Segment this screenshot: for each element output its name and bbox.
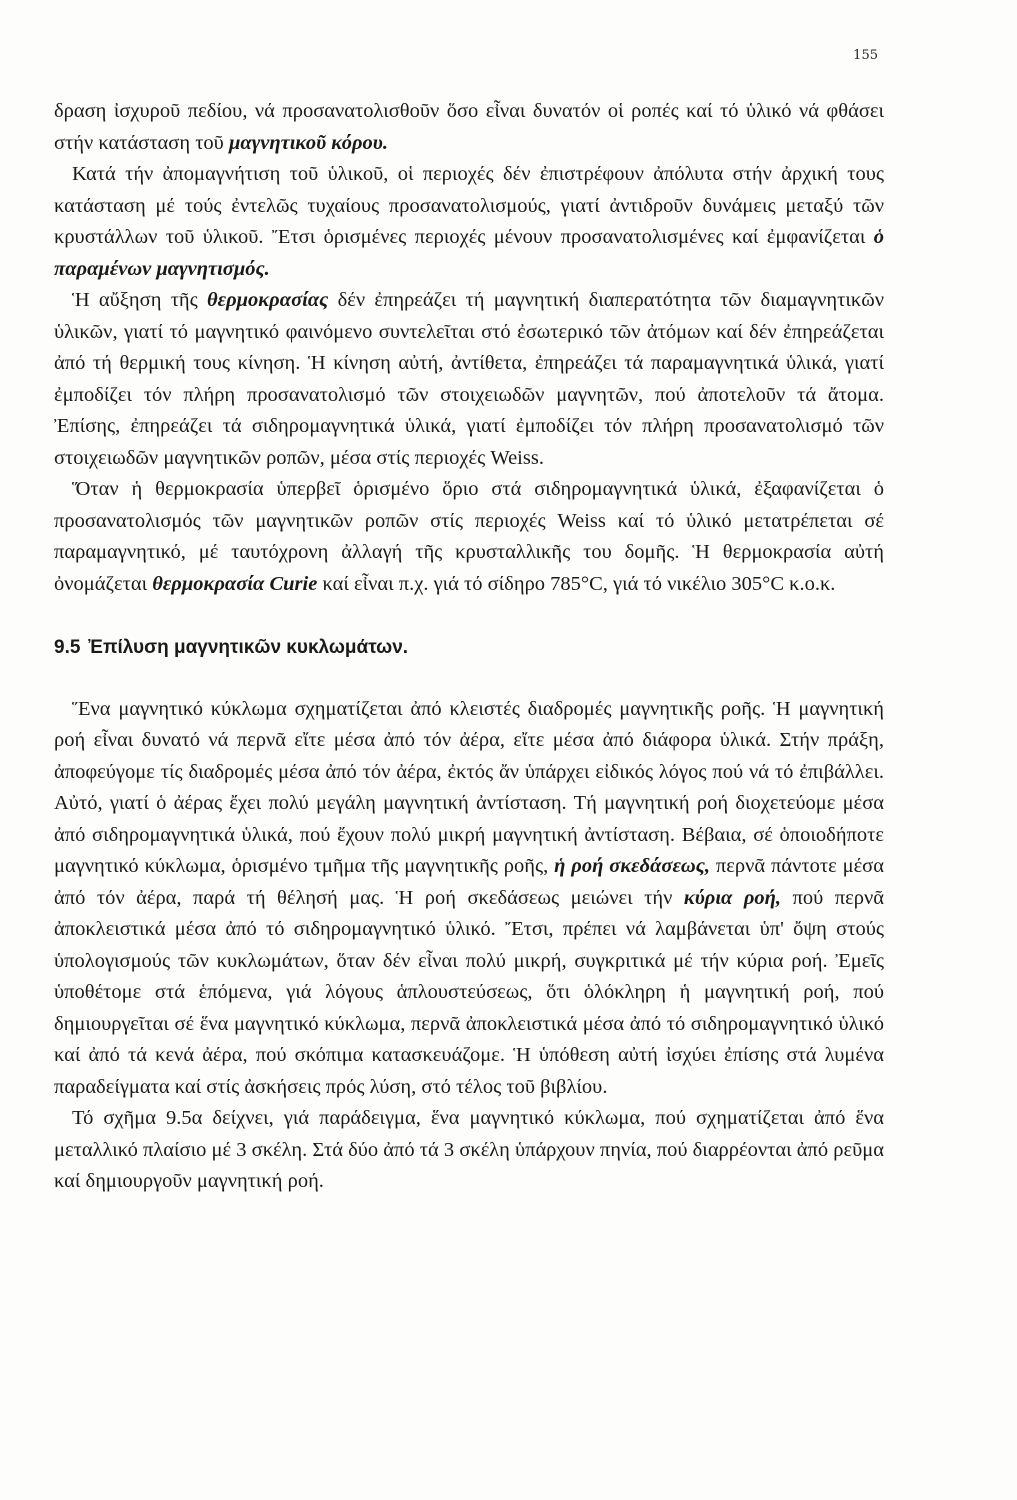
emphasis-term: ὁ παραμένων μαγνητισμός. [54, 226, 884, 280]
emphasis-term: κύρια ροή, [683, 886, 782, 909]
emphasis-term: θερμοκρασία Curie [152, 572, 318, 595]
paragraph: δραση ἰσχυροῦ πεδίου, νά προσανατολισθοῦν ὅσο εἶναι δυνατόν οἱ ροπές καί τό ὑλικό νά φθάσει στήν κατάσταση τοῦ μαγνητικοῦ κόρου. [54, 100, 884, 154]
page-body [54, 96, 884, 1198]
paragraph: Τό σχῆμα 9.5α δείχνει, γιά παράδειγμα, ἕνα μαγνητικό κύκλωμα, πού σχηματίζεται ἀπό ἕνα μεταλλικό πλαίσιο μέ 3 σκέλη. Στά δύο ἀπό τά 3 σκέλη ὑπάρχουν πηνία, πού διαρρέονται ἀπό ρεῦμα καί δημιουργοῦν μαγνητική ροή. [54, 1107, 884, 1192]
emphasis-term: μαγνητικοῦ κόρου. [228, 131, 388, 154]
paragraph: Ἕνα μαγνητικό κύκλωμα σχηματίζεται ἀπό κλειστές διαδρομές μαγνητικῆς ροῆς. Ἡ μαγνητική ροή εἶναι δυνατό νά περνᾶ εἴτε μέσα ἀπό τόν ἀέρα, εἴτε μέσα ἀπό διάφορα ὑλικά. Στήν πράξη, ἀποφεύγομε τίς διαδρομές μέσα ἀπό τόν ἀέρα, ἐκτός ἄν ὑπάρχει εἰδικός λόγος πού νά τό ἐπιβάλλει. Αὐτό, γιατί ὁ ἀέρας ἔχει πολύ μεγάλη μαγνητική ἀντίσταση. Τή μαγνητική ροή διοχετεύομε μέσα ἀπό σιδηρομαγνητικά ὑλικά, πού ἔχουν πολύ μικρή μαγνητική ἀντίσταση. Βέβαια, σέ ὁποιοδήποτε μαγνητικό κύκλωμα, ὁρισμένο τμῆμα τῆς μαγνητικῆς ροῆς, ἡ ροή σκεδάσεως, περνᾶ πάντοτε μέσα ἀπό τόν ἀέρα, παρά τή θέλησή μας. Ἡ ροή σκεδάσεως μειώνει τήν κύρια ροή, πού περνᾶ ἀποκλειστικά μέσα ἀπό τό σιδηρομαγνητικό ὑλικό. Ἔτσι, πρέπει νά λαμβάνεται ὑπ' ὄψη στούς ὑπολογισμούς τῶν κυκλωμάτων, ὅταν δέν εἶναι πολύ μικρή, συγκριτικά μέ τήν κύρια ροή. Ἐμεῖς ὑποθέτομε στά ἑπόμενα, γιά λόγους ἁπλουστεύσεως, ὅτι ὁλόκληρη ἡ μαγνητική ροή, πού δημιουργεῖται σέ ἕνα μαγνητικό κύκλωμα, περνᾶ ἀποκλειστικά μέσα ἀπό τό σιδηρομαγνητικό ὑλικό καί ἀπό τά κενά ἀέρα, πού σκόπιμα κατασκευάζομε. Ἡ ὑπόθεση αὐτή ἰσχύει ἐπίσης στά λυμένα παραδείγματα καί στίς ἀσκήσεις πρός λύση, στό τέλος τοῦ βιβλίου. [54, 697, 885, 1098]
emphasis-term: θερμοκρασίας [207, 289, 329, 311]
section-heading [54, 632, 884, 664]
paragraph: Ὅταν ἡ θερμοκρασία ὑπερβεῖ ὁρισμένο ὅριο στά σιδηρομαγνητικά ὑλικά, ἐξαφανίζεται ὁ προσανατολισμός τῶν μαγνητικῶν ροπῶν στίς περιοχές Weiss καί τό ὑλικό μετατρέπεται σέ παραμαγνητικό, μέ ταυτόχρονη ἀλλαγή τῆς κρυσταλλικῆς του δομῆς. Ἡ θερμοκρασία αὐτή ὀνομάζεται θερμοκρασία Curie καί εἶναι π.χ. γιά τό σίδηρο 785°C, γιά τό νικέλιο 305°C κ.ο.κ. [54, 478, 884, 595]
paragraph: Ἡ αὔξηση τῆς θερμοκρασίας δέν ἐπηρεάζει τή μαγνητική διαπερατότητα τῶν διαμαγνητικῶν ὑλικῶν, γιατί τό μαγνητικό φαινόμενο συντελεῖται στό ἐσωτερικό τῶν ἀτόμων καί δέν ἐπηρεάζεται ἀπό τή θερμική τους κίνηση. Ἡ κίνηση αὐτή, ἀντίθετα, ἐπηρεάζει τά παραμαγνητικά ὑλικά, γιατί ἐμποδίζει τόν πλήρη προσανατολισμό τῶν στοιχειωδῶν μαγνητῶν, πού ἀποτελοῦν τά ἄτομα. Ἐπίσης, ἐπηρεάζει τά σιδηρομαγνητικά ὑλικά, γιατί ἐμποδίζει τόν πλήρη προσανατολισμό τῶν στοιχειωδῶν μαγνητικῶν ροπῶν, μέσα στίς περιοχές Weiss. [54, 289, 884, 469]
page-number: 155 [853, 48, 878, 63]
emphasis-term: ἡ ροή σκεδάσεως, [554, 855, 710, 877]
section-title: Ἐπίλυση μαγνητικῶν κυκλωμάτων. [88, 637, 409, 658]
section-number: 9.5 [54, 637, 81, 658]
paragraph: Κατά τήν ἀπομαγνήτιση τοῦ ὑλικοῦ, οἱ περιοχές δέν ἐπιστρέφουν ἀπόλυτα στήν ἀρχική τους κατάσταση μέ τούς ἐντελῶς τυχαίους προσανατολισμούς, γιατί ἀντιδροῦν δυνάμεις μεταξύ τῶν κρυστάλλων τοῦ ὑλικοῦ. Ἔτσι ὁρισμένες περιοχές μένουν προσανατολισμένες καί ἐμφανίζεται ὁ παραμένων μαγνητισμός. [54, 163, 884, 280]
